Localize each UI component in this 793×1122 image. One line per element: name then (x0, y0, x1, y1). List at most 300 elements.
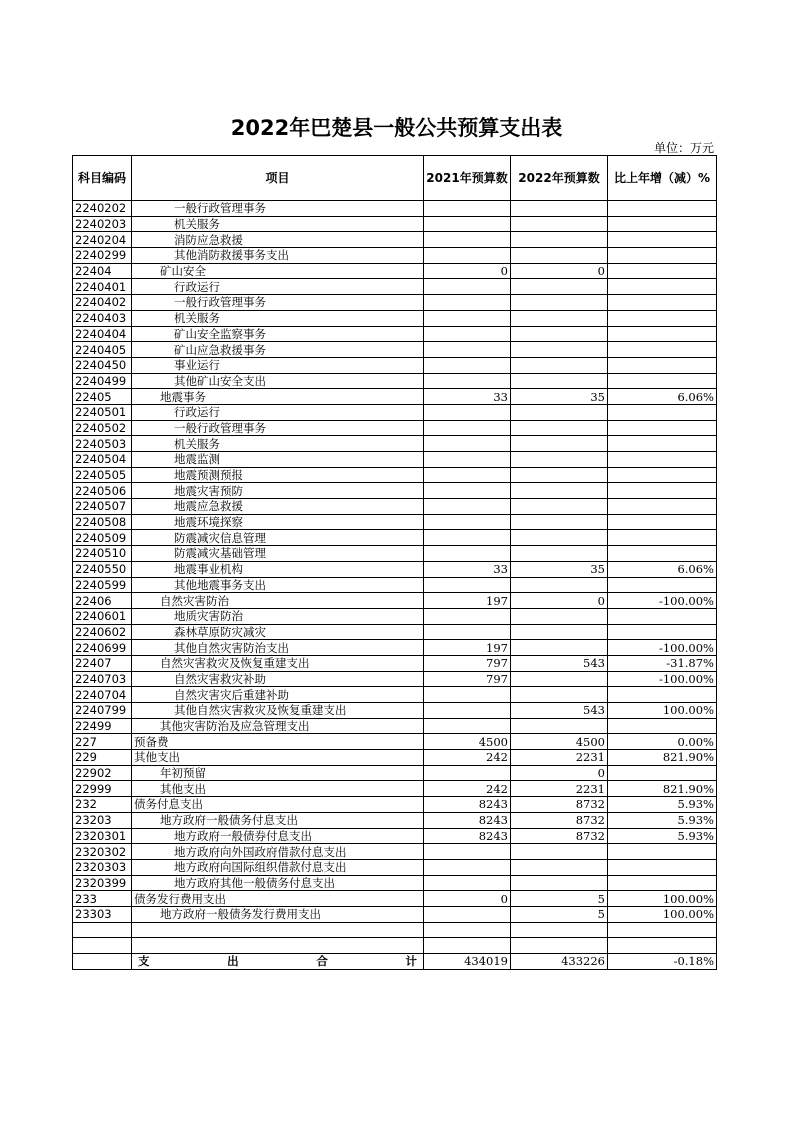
item-cell: 地方政府一般债务付息支出 (132, 812, 424, 828)
budget-2022-cell (511, 483, 608, 499)
budget-2021-cell (424, 216, 511, 232)
table-row (73, 546, 717, 562)
change-cell (608, 420, 717, 436)
budget-2021-cell (424, 295, 511, 311)
total-change: -0.18% (608, 954, 717, 970)
code-cell: 23203 (73, 812, 132, 828)
code-cell: 2240402 (73, 295, 132, 311)
page-title: 2022年巴楚县一般公共预算支出表 (230, 116, 563, 140)
budget-2021-cell (424, 687, 511, 703)
budget-2022-cell (511, 530, 608, 546)
table-row (73, 263, 717, 279)
table-row (73, 561, 717, 577)
table-row (73, 703, 717, 719)
change-cell (608, 248, 717, 264)
code-cell: 2240508 (73, 514, 132, 530)
unit-label: 单位：万元 (653, 141, 714, 155)
total-label (132, 954, 424, 970)
code-cell: 23303 (73, 906, 132, 922)
code-cell: 233 (73, 891, 132, 907)
change-cell (608, 922, 717, 938)
code-cell: 2240507 (73, 499, 132, 515)
change-cell (608, 875, 717, 891)
code-cell: 2240204 (73, 232, 132, 248)
budget-2022-cell (511, 467, 608, 483)
code-cell: 2240509 (73, 530, 132, 546)
change-cell: -100.00% (608, 671, 717, 687)
budget-2021-cell (424, 201, 511, 217)
budget-2021-cell: 4500 (424, 734, 511, 750)
budget-2021-cell (424, 703, 511, 719)
table-row (73, 420, 717, 436)
budget-2022-cell: 543 (511, 655, 608, 671)
table-row (73, 310, 717, 326)
item-cell: 预备费 (132, 734, 424, 750)
change-cell (608, 624, 717, 640)
code-cell: 2240602 (73, 624, 132, 640)
total-2021: 434019 (424, 954, 511, 970)
code-cell: 22404 (73, 263, 132, 279)
budget-2021-cell (424, 483, 511, 499)
budget-2022-cell (511, 577, 608, 593)
table-row (73, 624, 717, 640)
budget-2021-cell (424, 326, 511, 342)
code-cell: 2240601 (73, 608, 132, 624)
table-row (73, 938, 717, 954)
change-cell (608, 263, 717, 279)
change-cell: 5.93% (608, 812, 717, 828)
code-cell: 22999 (73, 781, 132, 797)
code-cell: 2240404 (73, 326, 132, 342)
code-cell: 2240202 (73, 201, 132, 217)
code-cell: 2240503 (73, 436, 132, 452)
item-cell: 自然灾害防治 (132, 593, 424, 609)
code-cell: 2320399 (73, 875, 132, 891)
item-cell: 其他消防救援事务支出 (132, 248, 424, 264)
code-cell: 2240550 (73, 561, 132, 577)
item-cell: 行政运行 (132, 279, 424, 295)
change-cell (608, 452, 717, 468)
item-cell: 地方政府一般债务发行费用支出 (132, 906, 424, 922)
budget-2022-cell (511, 326, 608, 342)
item-cell (132, 938, 424, 954)
change-cell (608, 608, 717, 624)
item-cell: 债务付息支出 (132, 797, 424, 813)
budget-2022-cell (511, 922, 608, 938)
table-row (73, 640, 717, 656)
header-change: 比上年增（减）% (608, 156, 717, 201)
budget-2022-cell (511, 718, 608, 734)
budget-2022-cell (511, 232, 608, 248)
budget-2022-cell (511, 357, 608, 373)
budget-2022-cell (511, 373, 608, 389)
table-row (73, 201, 717, 217)
budget-2022-cell: 8732 (511, 812, 608, 828)
change-cell: 6.06% (608, 561, 717, 577)
budget-2021-cell (424, 232, 511, 248)
budget-2022-cell (511, 310, 608, 326)
code-cell: 2240703 (73, 671, 132, 687)
item-cell: 自然灾害救灾补助 (132, 671, 424, 687)
table-row (73, 530, 717, 546)
code-cell: 2240704 (73, 687, 132, 703)
item-cell: 自然灾害灾后重建补助 (132, 687, 424, 703)
item-cell: 行政运行 (132, 404, 424, 420)
code-cell: 2320301 (73, 828, 132, 844)
code-cell: 2240510 (73, 546, 132, 562)
change-cell (608, 310, 717, 326)
change-cell: 0.00% (608, 734, 717, 750)
total-code (73, 954, 132, 970)
item-cell: 地质灾害防治 (132, 608, 424, 624)
table-row (73, 342, 717, 358)
item-cell: 其他矿山安全支出 (132, 373, 424, 389)
code-cell: 229 (73, 750, 132, 766)
budget-2022-cell: 35 (511, 389, 608, 405)
change-cell (608, 467, 717, 483)
budget-2022-cell: 543 (511, 703, 608, 719)
budget-2022-cell (511, 875, 608, 891)
change-cell (608, 530, 717, 546)
change-cell: 5.93% (608, 828, 717, 844)
budget-2021-cell: 242 (424, 750, 511, 766)
budget-2022-cell (511, 248, 608, 264)
item-cell: 其他灾害防治及应急管理支出 (132, 718, 424, 734)
budget-2022-cell (511, 687, 608, 703)
header-2021: 2021年预算数 (424, 156, 511, 201)
total-char: 出 (227, 954, 239, 969)
budget-2021-cell (424, 420, 511, 436)
table-row (73, 671, 717, 687)
table-row (73, 436, 717, 452)
code-cell: 22407 (73, 655, 132, 671)
total-2022: 433226 (511, 954, 608, 970)
code-cell: 2240505 (73, 467, 132, 483)
table-row (73, 295, 717, 311)
change-cell (608, 546, 717, 562)
item-cell: 消防应急救援 (132, 232, 424, 248)
budget-2022-cell (511, 859, 608, 875)
table-row (73, 593, 717, 609)
budget-2021-cell (424, 514, 511, 530)
budget-2021-cell (424, 875, 511, 891)
change-cell: 100.00% (608, 703, 717, 719)
item-cell: 地震应急救援 (132, 499, 424, 515)
code-cell: 2240299 (73, 248, 132, 264)
table-row (73, 467, 717, 483)
table-row (73, 859, 717, 875)
table-row (73, 483, 717, 499)
table-row (73, 279, 717, 295)
budget-2022-cell: 0 (511, 263, 608, 279)
table-row (73, 797, 717, 813)
item-cell: 其他支出 (132, 781, 424, 797)
budget-2022-cell (511, 420, 608, 436)
budget-2022-cell (511, 671, 608, 687)
item-cell: 自然灾害救灾及恢复重建支出 (132, 655, 424, 671)
budget-2021-cell (424, 938, 511, 954)
item-cell: 其他自然灾害救灾及恢复重建支出 (132, 703, 424, 719)
table-row (73, 216, 717, 232)
header-2022: 2022年预算数 (511, 156, 608, 201)
budget-2022-cell: 0 (511, 593, 608, 609)
item-cell: 防震减灾信息管理 (132, 530, 424, 546)
code-cell: 22499 (73, 718, 132, 734)
code-cell: 2240403 (73, 310, 132, 326)
item-cell: 其他地震事务支出 (132, 577, 424, 593)
budget-2021-cell (424, 577, 511, 593)
code-cell: 2240699 (73, 640, 132, 656)
budget-2021-cell (424, 404, 511, 420)
budget-2021-cell (424, 859, 511, 875)
change-cell (608, 201, 717, 217)
item-cell: 机关服务 (132, 436, 424, 452)
table-row (73, 765, 717, 781)
item-cell: 地震灾害预防 (132, 483, 424, 499)
item-cell: 地方政府一般债券付息支出 (132, 828, 424, 844)
budget-2021-cell (424, 608, 511, 624)
code-cell (73, 938, 132, 954)
item-cell: 其他支出 (132, 750, 424, 766)
budget-2021-cell (424, 499, 511, 515)
code-cell: 2240405 (73, 342, 132, 358)
budget-2022-cell (511, 452, 608, 468)
header-code: 科目编码 (73, 156, 132, 201)
change-cell (608, 577, 717, 593)
code-cell: 2240502 (73, 420, 132, 436)
item-cell: 地方政府向国际组织借款付息支出 (132, 859, 424, 875)
table-row (73, 922, 717, 938)
budget-2021-cell (424, 906, 511, 922)
change-cell (608, 373, 717, 389)
table-row (73, 357, 717, 373)
budget-2022-cell (511, 201, 608, 217)
budget-2021-cell: 0 (424, 263, 511, 279)
change-cell: -31.87% (608, 655, 717, 671)
table-row (73, 514, 717, 530)
item-cell: 森林草原防灾减灾 (132, 624, 424, 640)
item-cell: 年初预留 (132, 765, 424, 781)
budget-2021-cell: 8243 (424, 797, 511, 813)
budget-2021-cell (424, 248, 511, 264)
budget-2022-cell (511, 608, 608, 624)
budget-2021-cell (424, 765, 511, 781)
budget-2021-cell: 8243 (424, 812, 511, 828)
item-cell: 债务发行费用支出 (132, 891, 424, 907)
table-row (73, 734, 717, 750)
code-cell: 2240450 (73, 357, 132, 373)
change-cell: 100.00% (608, 906, 717, 922)
budget-2022-cell (511, 295, 608, 311)
budget-2022-cell (511, 436, 608, 452)
change-cell (608, 232, 717, 248)
change-cell (608, 687, 717, 703)
budget-2022-cell: 2231 (511, 750, 608, 766)
change-cell: -100.00% (608, 640, 717, 656)
change-cell: 5.93% (608, 797, 717, 813)
item-cell: 其他自然灾害防治支出 (132, 640, 424, 656)
item-cell: 矿山应急救援事务 (132, 342, 424, 358)
table-row (73, 781, 717, 797)
budget-2021-cell: 8243 (424, 828, 511, 844)
budget-2021-cell: 197 (424, 640, 511, 656)
budget-2021-cell (424, 546, 511, 562)
change-cell (608, 404, 717, 420)
table-row (73, 655, 717, 671)
budget-2022-cell: 0 (511, 765, 608, 781)
item-cell: 矿山安全监察事务 (132, 326, 424, 342)
item-cell: 事业运行 (132, 357, 424, 373)
budget-table (72, 155, 717, 970)
change-cell (608, 483, 717, 499)
budget-2022-cell: 5 (511, 891, 608, 907)
item-cell: 地震监测 (132, 452, 424, 468)
change-cell (608, 765, 717, 781)
change-cell (608, 859, 717, 875)
budget-2021-cell (424, 436, 511, 452)
code-cell: 2240499 (73, 373, 132, 389)
code-cell: 22902 (73, 765, 132, 781)
budget-2022-cell: 5 (511, 906, 608, 922)
budget-2022-cell (511, 279, 608, 295)
budget-2021-cell: 33 (424, 561, 511, 577)
budget-2021-cell (424, 279, 511, 295)
change-cell (608, 938, 717, 954)
item-cell: 一般行政管理事务 (132, 420, 424, 436)
budget-2021-cell: 0 (424, 891, 511, 907)
change-cell (608, 844, 717, 860)
budget-2021-cell (424, 310, 511, 326)
change-cell (608, 342, 717, 358)
change-cell (608, 514, 717, 530)
budget-2022-cell (511, 624, 608, 640)
change-cell: -100.00% (608, 593, 717, 609)
budget-2021-cell: 242 (424, 781, 511, 797)
budget-2021-cell (424, 530, 511, 546)
table-row (73, 718, 717, 734)
table-row (73, 828, 717, 844)
code-cell: 2240203 (73, 216, 132, 232)
budget-2022-cell (511, 640, 608, 656)
code-cell: 2240501 (73, 404, 132, 420)
code-cell: 2240506 (73, 483, 132, 499)
code-cell: 22405 (73, 389, 132, 405)
change-cell (608, 279, 717, 295)
budget-2021-cell (424, 357, 511, 373)
code-cell: 2240599 (73, 577, 132, 593)
budget-2021-cell (424, 467, 511, 483)
item-cell: 地震事务 (132, 389, 424, 405)
table-row (73, 373, 717, 389)
budget-2022-cell (511, 514, 608, 530)
code-cell: 232 (73, 797, 132, 813)
budget-2022-cell (511, 938, 608, 954)
budget-2022-cell (511, 404, 608, 420)
item-cell: 矿山安全 (132, 263, 424, 279)
table-row (73, 326, 717, 342)
table-row (73, 577, 717, 593)
budget-2021-cell (424, 624, 511, 640)
table-row (73, 875, 717, 891)
code-cell: 2240504 (73, 452, 132, 468)
item-cell: 地震环境探察 (132, 514, 424, 530)
code-cell: 22406 (73, 593, 132, 609)
budget-2021-cell (424, 373, 511, 389)
header-item: 项目 (132, 156, 424, 201)
total-char: 合 (316, 954, 328, 969)
item-cell: 机关服务 (132, 310, 424, 326)
table-body (73, 201, 717, 954)
item-cell: 一般行政管理事务 (132, 201, 424, 217)
change-cell: 821.90% (608, 750, 717, 766)
table-row (73, 232, 717, 248)
change-cell (608, 357, 717, 373)
table-row (73, 750, 717, 766)
item-cell: 地方政府向外国政府借款付息支出 (132, 844, 424, 860)
total-row (73, 954, 717, 970)
code-cell: 2320303 (73, 859, 132, 875)
table-row (73, 499, 717, 515)
change-cell (608, 718, 717, 734)
change-cell (608, 326, 717, 342)
code-cell: 2320302 (73, 844, 132, 860)
budget-2021-cell: 797 (424, 671, 511, 687)
budget-2022-cell (511, 216, 608, 232)
code-cell (73, 922, 132, 938)
change-cell: 6.06% (608, 389, 717, 405)
budget-2021-cell: 33 (424, 389, 511, 405)
budget-2021-cell (424, 922, 511, 938)
table-row (73, 812, 717, 828)
budget-2022-cell (511, 844, 608, 860)
budget-2021-cell: 797 (424, 655, 511, 671)
table-row (73, 844, 717, 860)
budget-2021-cell (424, 718, 511, 734)
item-cell: 防震减灾基础管理 (132, 546, 424, 562)
item-cell: 机关服务 (132, 216, 424, 232)
item-cell: 地震预测预报 (132, 467, 424, 483)
change-cell: 100.00% (608, 891, 717, 907)
budget-2022-cell: 4500 (511, 734, 608, 750)
total-char: 支 (138, 954, 150, 969)
table-row (73, 404, 717, 420)
budget-2021-cell (424, 452, 511, 468)
table-header-row (73, 156, 717, 201)
change-cell: 821.90% (608, 781, 717, 797)
table-row (73, 248, 717, 264)
item-cell: 地震事业机构 (132, 561, 424, 577)
budget-2022-cell: 8732 (511, 828, 608, 844)
budget-2022-cell (511, 499, 608, 515)
budget-2022-cell (511, 342, 608, 358)
table-row (73, 891, 717, 907)
budget-2021-cell (424, 342, 511, 358)
change-cell (608, 295, 717, 311)
item-cell: 地方政府其他一般债务付息支出 (132, 875, 424, 891)
item-cell: 一般行政管理事务 (132, 295, 424, 311)
budget-2021-cell (424, 844, 511, 860)
table-row (73, 452, 717, 468)
change-cell (608, 436, 717, 452)
budget-2022-cell: 2231 (511, 781, 608, 797)
table-row (73, 906, 717, 922)
change-cell (608, 216, 717, 232)
code-cell: 2240401 (73, 279, 132, 295)
budget-2022-cell (511, 546, 608, 562)
item-cell (132, 922, 424, 938)
total-char: 计 (405, 954, 417, 969)
table-row (73, 608, 717, 624)
